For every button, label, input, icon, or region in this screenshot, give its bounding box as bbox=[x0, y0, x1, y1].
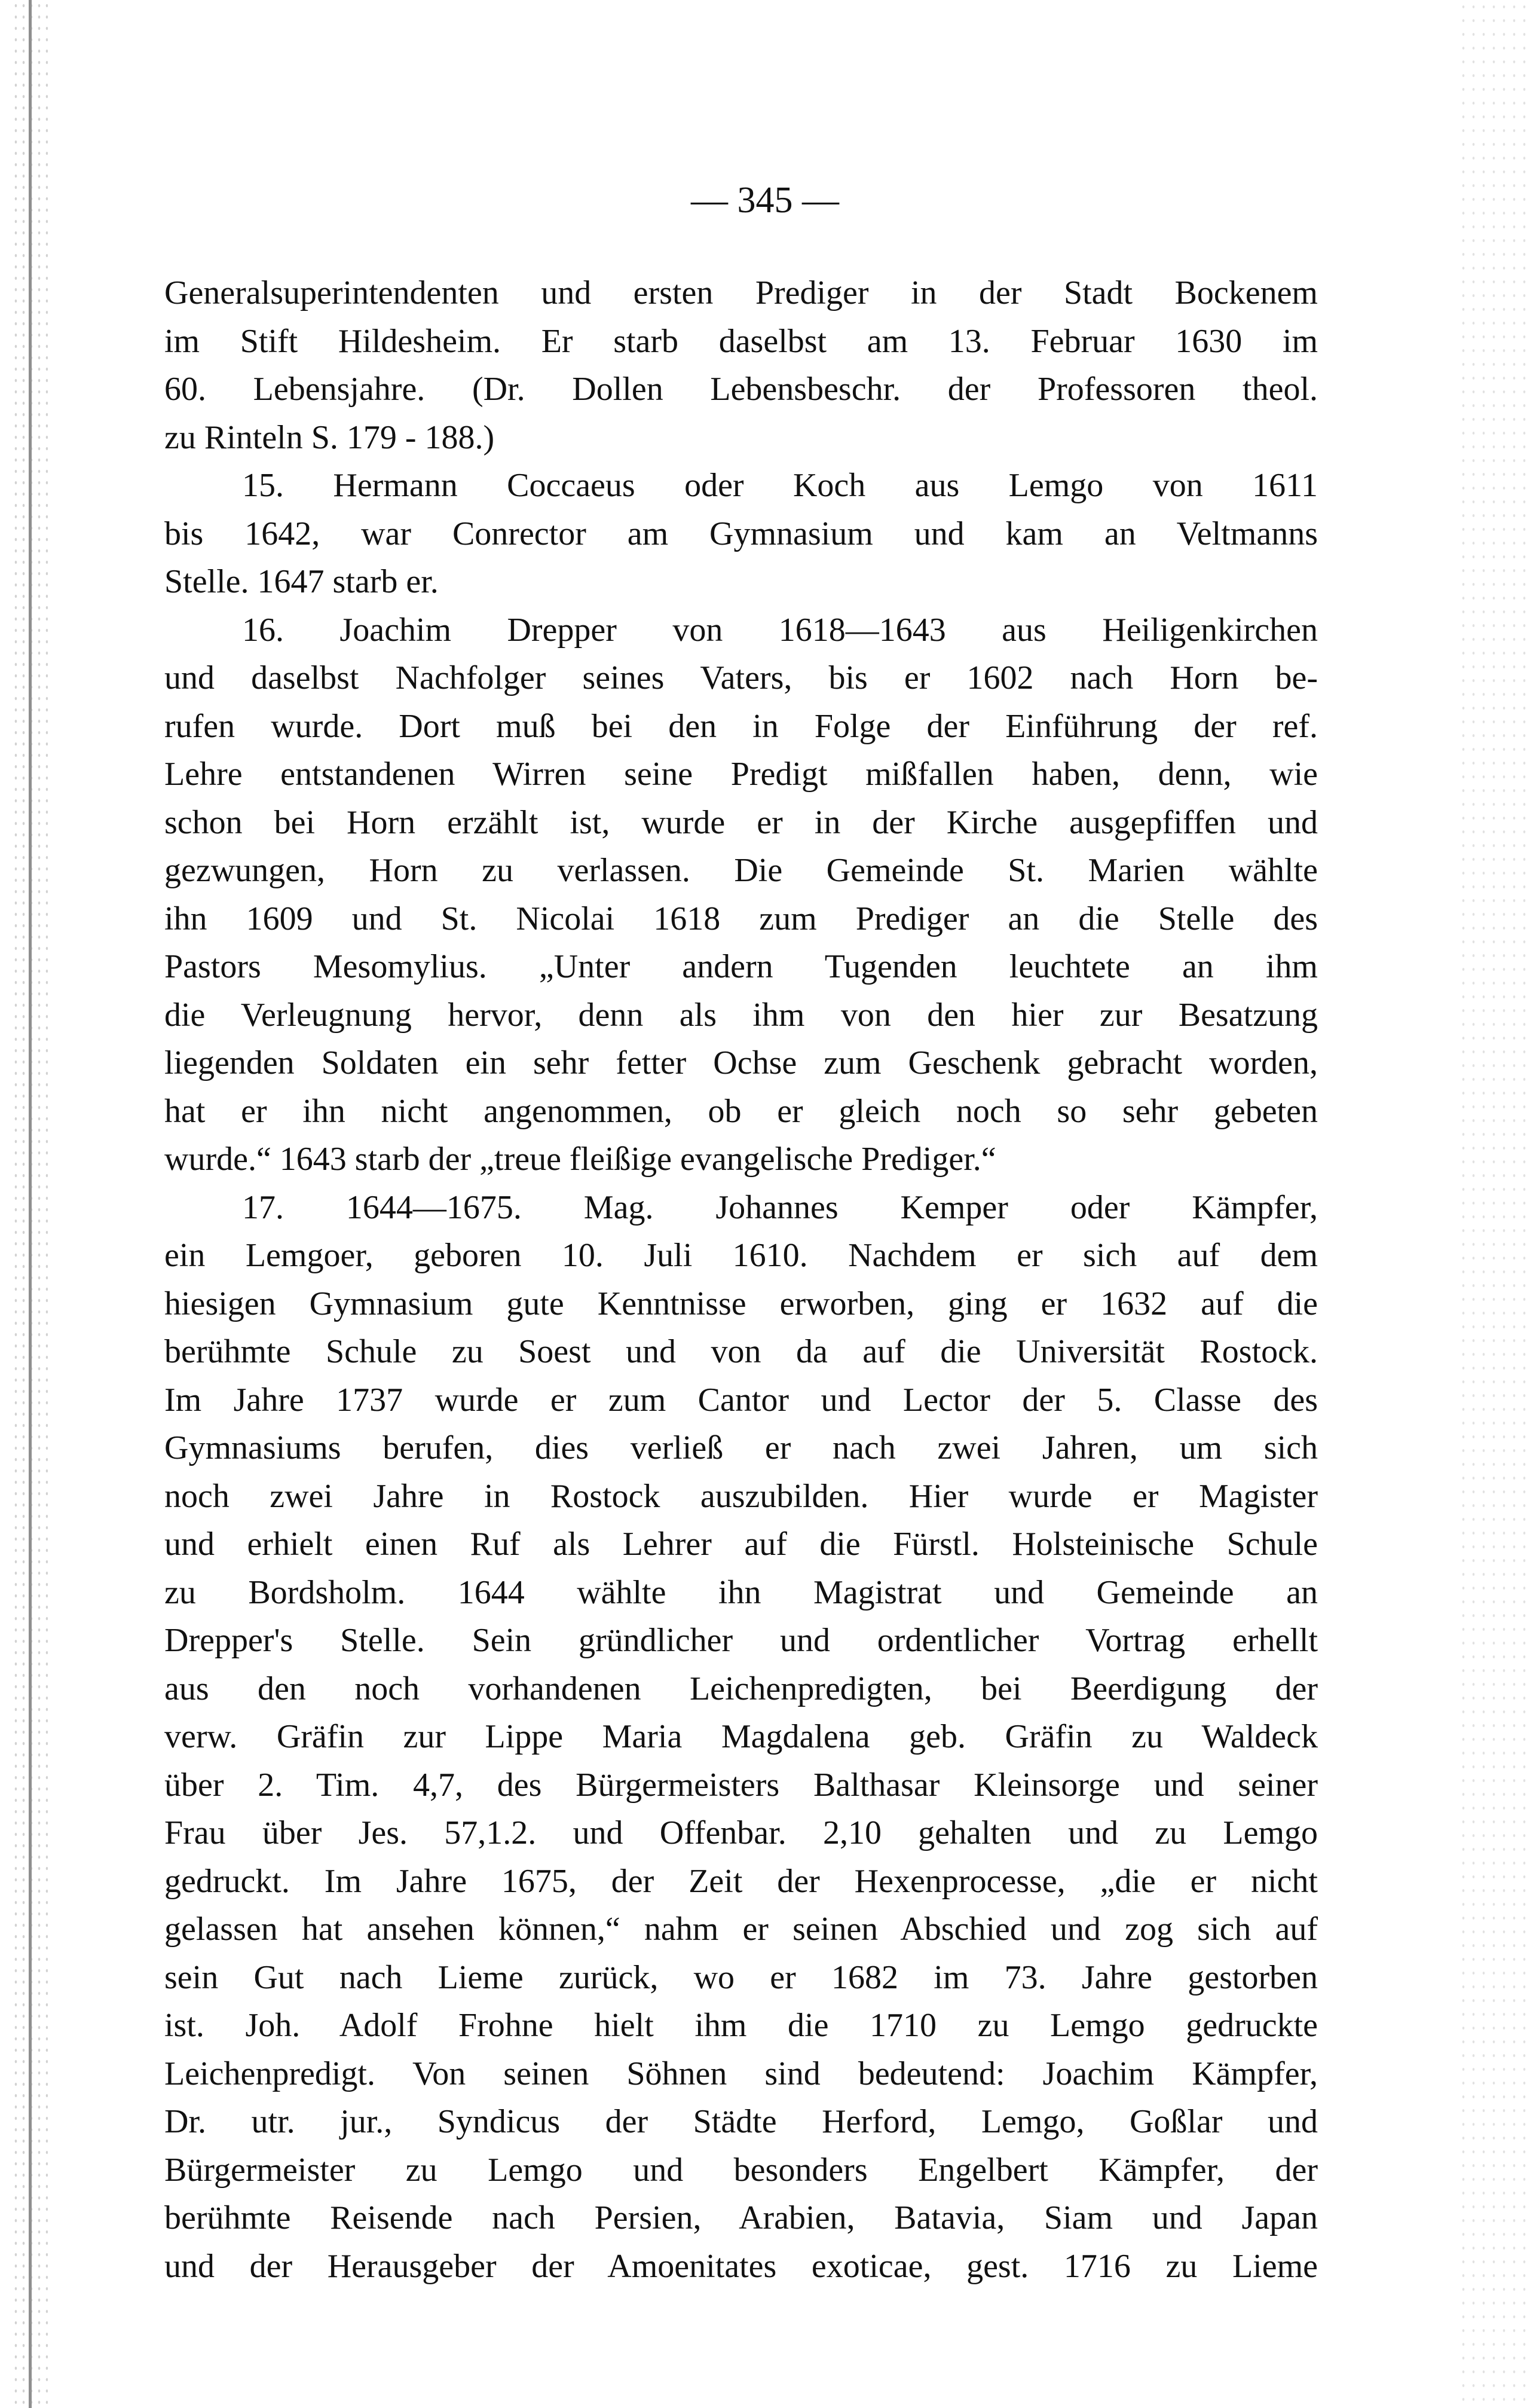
text-line: 17. 1644—1675. Mag. Johannes Kemper oder Kämpfer, bbox=[242, 1188, 1318, 1226]
text-line: Gymnasiums berufen, dies verließ er nach zwei Jahren, um sich bbox=[164, 1429, 1318, 1466]
text-line: ist. Joh. Adolf Frohne hielt ihm die 1710 zu Lemgo gedruckte bbox=[164, 2007, 1318, 2044]
text-line: gedruckt. Im Jahre 1675, der Zeit der Hexenprocesse, „die er nicht bbox=[164, 1862, 1318, 1900]
text-line: und der Herausgeber der Amoenitates exoticae, gest. 1716 zu Lieme bbox=[164, 2247, 1318, 2285]
text-line: Bürgermeister zu Lemgo und besonders Engelbert Kämpfer, der bbox=[164, 2151, 1318, 2189]
text-line: verw. Gräfin zur Lippe Maria Magdalena geb. Gräfin zu Waldeck bbox=[164, 1718, 1318, 1755]
text-line: 16. Joachim Drepper von 1618—1643 aus Heiligenkirchen bbox=[242, 611, 1318, 649]
text-line: Im Jahre 1737 wurde er zum Cantor und Lector der 5. Classe des bbox=[164, 1381, 1318, 1419]
text-line: 15. Hermann Coccaeus oder Koch aus Lemgo von 1611 bbox=[242, 467, 1318, 504]
text-line: und daselbst Nachfolger seines Vaters, bis er 1602 nach Horn be- bbox=[164, 659, 1318, 696]
text-line: hat er ihn nicht angenommen, ob er gleich noch so sehr gebeten bbox=[164, 1092, 1318, 1130]
text-line: rufen wurde. Dort muß bei den in Folge der Einführung der ref. bbox=[164, 707, 1318, 745]
page-number: — 345 — bbox=[691, 180, 839, 221]
text-line: aus den noch vorhandenen Leichenpredigten, bei Beerdigung der bbox=[164, 1670, 1318, 1707]
paragraph bbox=[164, 606, 1318, 1184]
text-line: wurde.“ 1643 starb der „treue fleißige evangelische Prediger.“ bbox=[164, 1141, 996, 1178]
text-line: Dr. utr. jur., Syndicus der Städte Herford, Lemgo, Goßlar und bbox=[164, 2103, 1318, 2140]
body-text bbox=[164, 269, 1318, 2290]
paragraph bbox=[164, 269, 1318, 462]
text-line: Stelle. 1647 starb er. bbox=[164, 563, 439, 600]
text-line: Frau über Jes. 57,1.2. und Offenbar. 2,10 gehalten und zu Lemgo bbox=[164, 1814, 1318, 1851]
text-line: und erhielt einen Ruf als Lehrer auf die Fürstl. Holsteinische Schule bbox=[164, 1526, 1318, 1563]
paragraph bbox=[164, 462, 1318, 606]
text-line: 60. Lebensjahre. (Dr. Dollen Lebensbeschr. der Professoren theol. bbox=[164, 371, 1318, 408]
text-line: sein Gut nach Lieme zurück, wo er 1682 im 73. Jahre gestorben bbox=[164, 1958, 1318, 1996]
scan-noise-left bbox=[12, 0, 48, 2408]
text-line: hiesigen Gymnasium gute Kenntnisse erworben, ging er 1632 auf die bbox=[164, 1285, 1318, 1322]
text-line: liegenden Soldaten ein sehr fetter Ochse zum Geschenk gebracht worden, bbox=[164, 1044, 1318, 1081]
text-line: zu Rinteln S. 179 - 188.) bbox=[164, 418, 495, 456]
text-line: ihn 1609 und St. Nicolai 1618 zum Prediger an die Stelle des bbox=[164, 900, 1318, 937]
text-line: noch zwei Jahre in Rostock auszubilden. Hier wurde er Magister bbox=[164, 1477, 1318, 1515]
text-line: bis 1642, war Conrector am Gymnasium und kam an Veltmanns bbox=[164, 515, 1318, 552]
text-line: berühmte Schule zu Soest und von da auf die Universität Rostock. bbox=[164, 1333, 1318, 1370]
text-line: zu Bordsholm. 1644 wählte ihn Magistrat und Gemeinde an bbox=[164, 1573, 1318, 1611]
text-line: Generalsuperintendenten und ersten Prediger in der Stadt Bockenem bbox=[164, 274, 1318, 311]
text-line: gelassen hat ansehen können,“ nahm er seinen Abschied und zog sich auf bbox=[164, 1911, 1318, 1948]
scan-noise-right bbox=[1458, 0, 1530, 2408]
text-line: berühmte Reisende nach Persien, Arabien, Batavia, Siam und Japan bbox=[164, 2199, 1318, 2236]
text-line: ein Lemgoer, geboren 10. Juli 1610. Nachdem er sich auf dem bbox=[164, 1237, 1318, 1274]
text-line: Lehre entstandenen Wirren seine Predigt mißfallen haben, denn, wie bbox=[164, 756, 1318, 793]
paragraph bbox=[164, 1184, 1318, 2291]
text-line: Drepper's Stelle. Sein gründlicher und ordentlicher Vortrag erhellt bbox=[164, 1622, 1318, 1659]
text-line: im Stift Hildesheim. Er starb daselbst am 13. Februar 1630 im bbox=[164, 322, 1318, 360]
text-line: Leichenpredigt. Von seinen Söhnen sind bedeutend: Joachim Kämpfer, bbox=[164, 2055, 1318, 2092]
text-line: über 2. Tim. 4,7, des Bürgermeisters Balthasar Kleinsorge und seiner bbox=[164, 1766, 1318, 1804]
text-line: die Verleugnung hervor, denn als ihm von den hier zur Besatzung bbox=[164, 996, 1318, 1034]
text-line: Pastors Mesomylius. „Unter andern Tugenden leuchtete an ihm bbox=[164, 948, 1318, 985]
text-line: gezwungen, Horn zu verlassen. Die Gemeinde St. Marien wählte bbox=[164, 852, 1318, 889]
text-line: schon bei Horn erzählt ist, wurde er in der Kirche ausgepfiffen und bbox=[164, 803, 1318, 841]
